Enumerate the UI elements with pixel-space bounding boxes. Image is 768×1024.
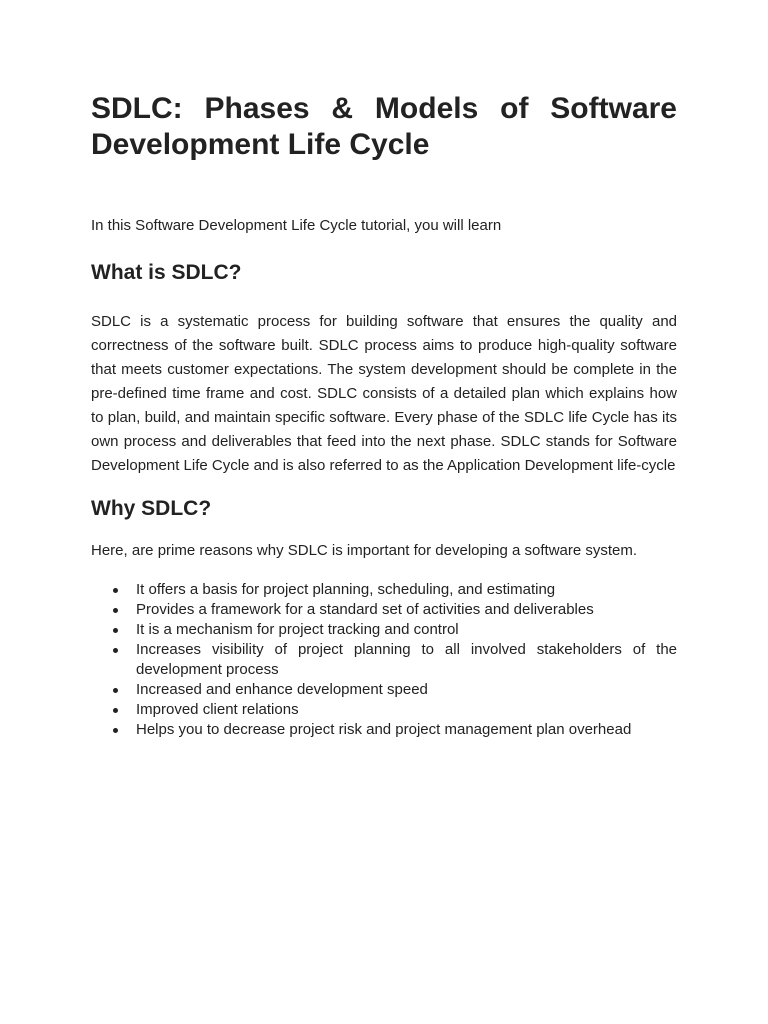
list-item-text: Increases visibility of project planning to all involved stakeholders of the development process xyxy=(136,641,677,678)
bullet-icon xyxy=(113,608,118,613)
page-title: SDLC: Phases & Models of Software Development Life Cycle xyxy=(91,92,677,161)
list-item-text: It offers a basis for project planning, scheduling, and estimating xyxy=(136,581,556,598)
intro-text: In this Software Development Life Cycle tutorial, you will learn xyxy=(91,217,502,234)
list-item xyxy=(110,640,677,680)
list-item-text: Provides a framework for a standard set of activities and deliverables xyxy=(136,601,594,618)
list-item xyxy=(110,600,677,620)
section-heading-why-sdlc: Why SDLC? xyxy=(91,497,212,520)
reasons-list xyxy=(91,580,677,740)
list-item xyxy=(110,680,677,700)
bullet-icon xyxy=(113,648,118,653)
bullet-icon xyxy=(113,588,118,593)
list-item xyxy=(110,580,677,600)
list-item xyxy=(110,720,677,740)
why-sdlc-intro: Here, are prime reasons why SDLC is important for developing a software system. xyxy=(91,542,638,559)
list-item xyxy=(110,700,677,720)
section-heading-what-is-sdlc: What is SDLC? xyxy=(91,261,242,284)
list-item xyxy=(110,620,677,640)
list-item-text: Improved client relations xyxy=(136,701,299,718)
what-is-sdlc-paragraph: SDLC is a systematic process for building software that ensures the quality and correctness of the software built. SDLC process aims to produce high-quality software that meets customer expectations. The system development should be complete in the pre-defined time frame and cost. SDLC consists of a detailed plan which explains how to plan, build, and maintain specific software. Every phase of the SDLC life Cycle has its own process and deliverables that feed into the next phase. SDLC stands for Software Development Life Cycle and is also referred to as the Application Development life-cycle xyxy=(91,313,677,474)
bullet-icon xyxy=(113,628,118,633)
bullet-icon xyxy=(113,728,118,733)
bullet-icon xyxy=(113,688,118,693)
list-item-text: It is a mechanism for project tracking and control xyxy=(136,621,459,638)
bullet-icon xyxy=(113,708,118,713)
list-item-text: Helps you to decrease project risk and project management plan overhead xyxy=(136,721,632,738)
list-item-text: Increased and enhance development speed xyxy=(136,681,428,698)
